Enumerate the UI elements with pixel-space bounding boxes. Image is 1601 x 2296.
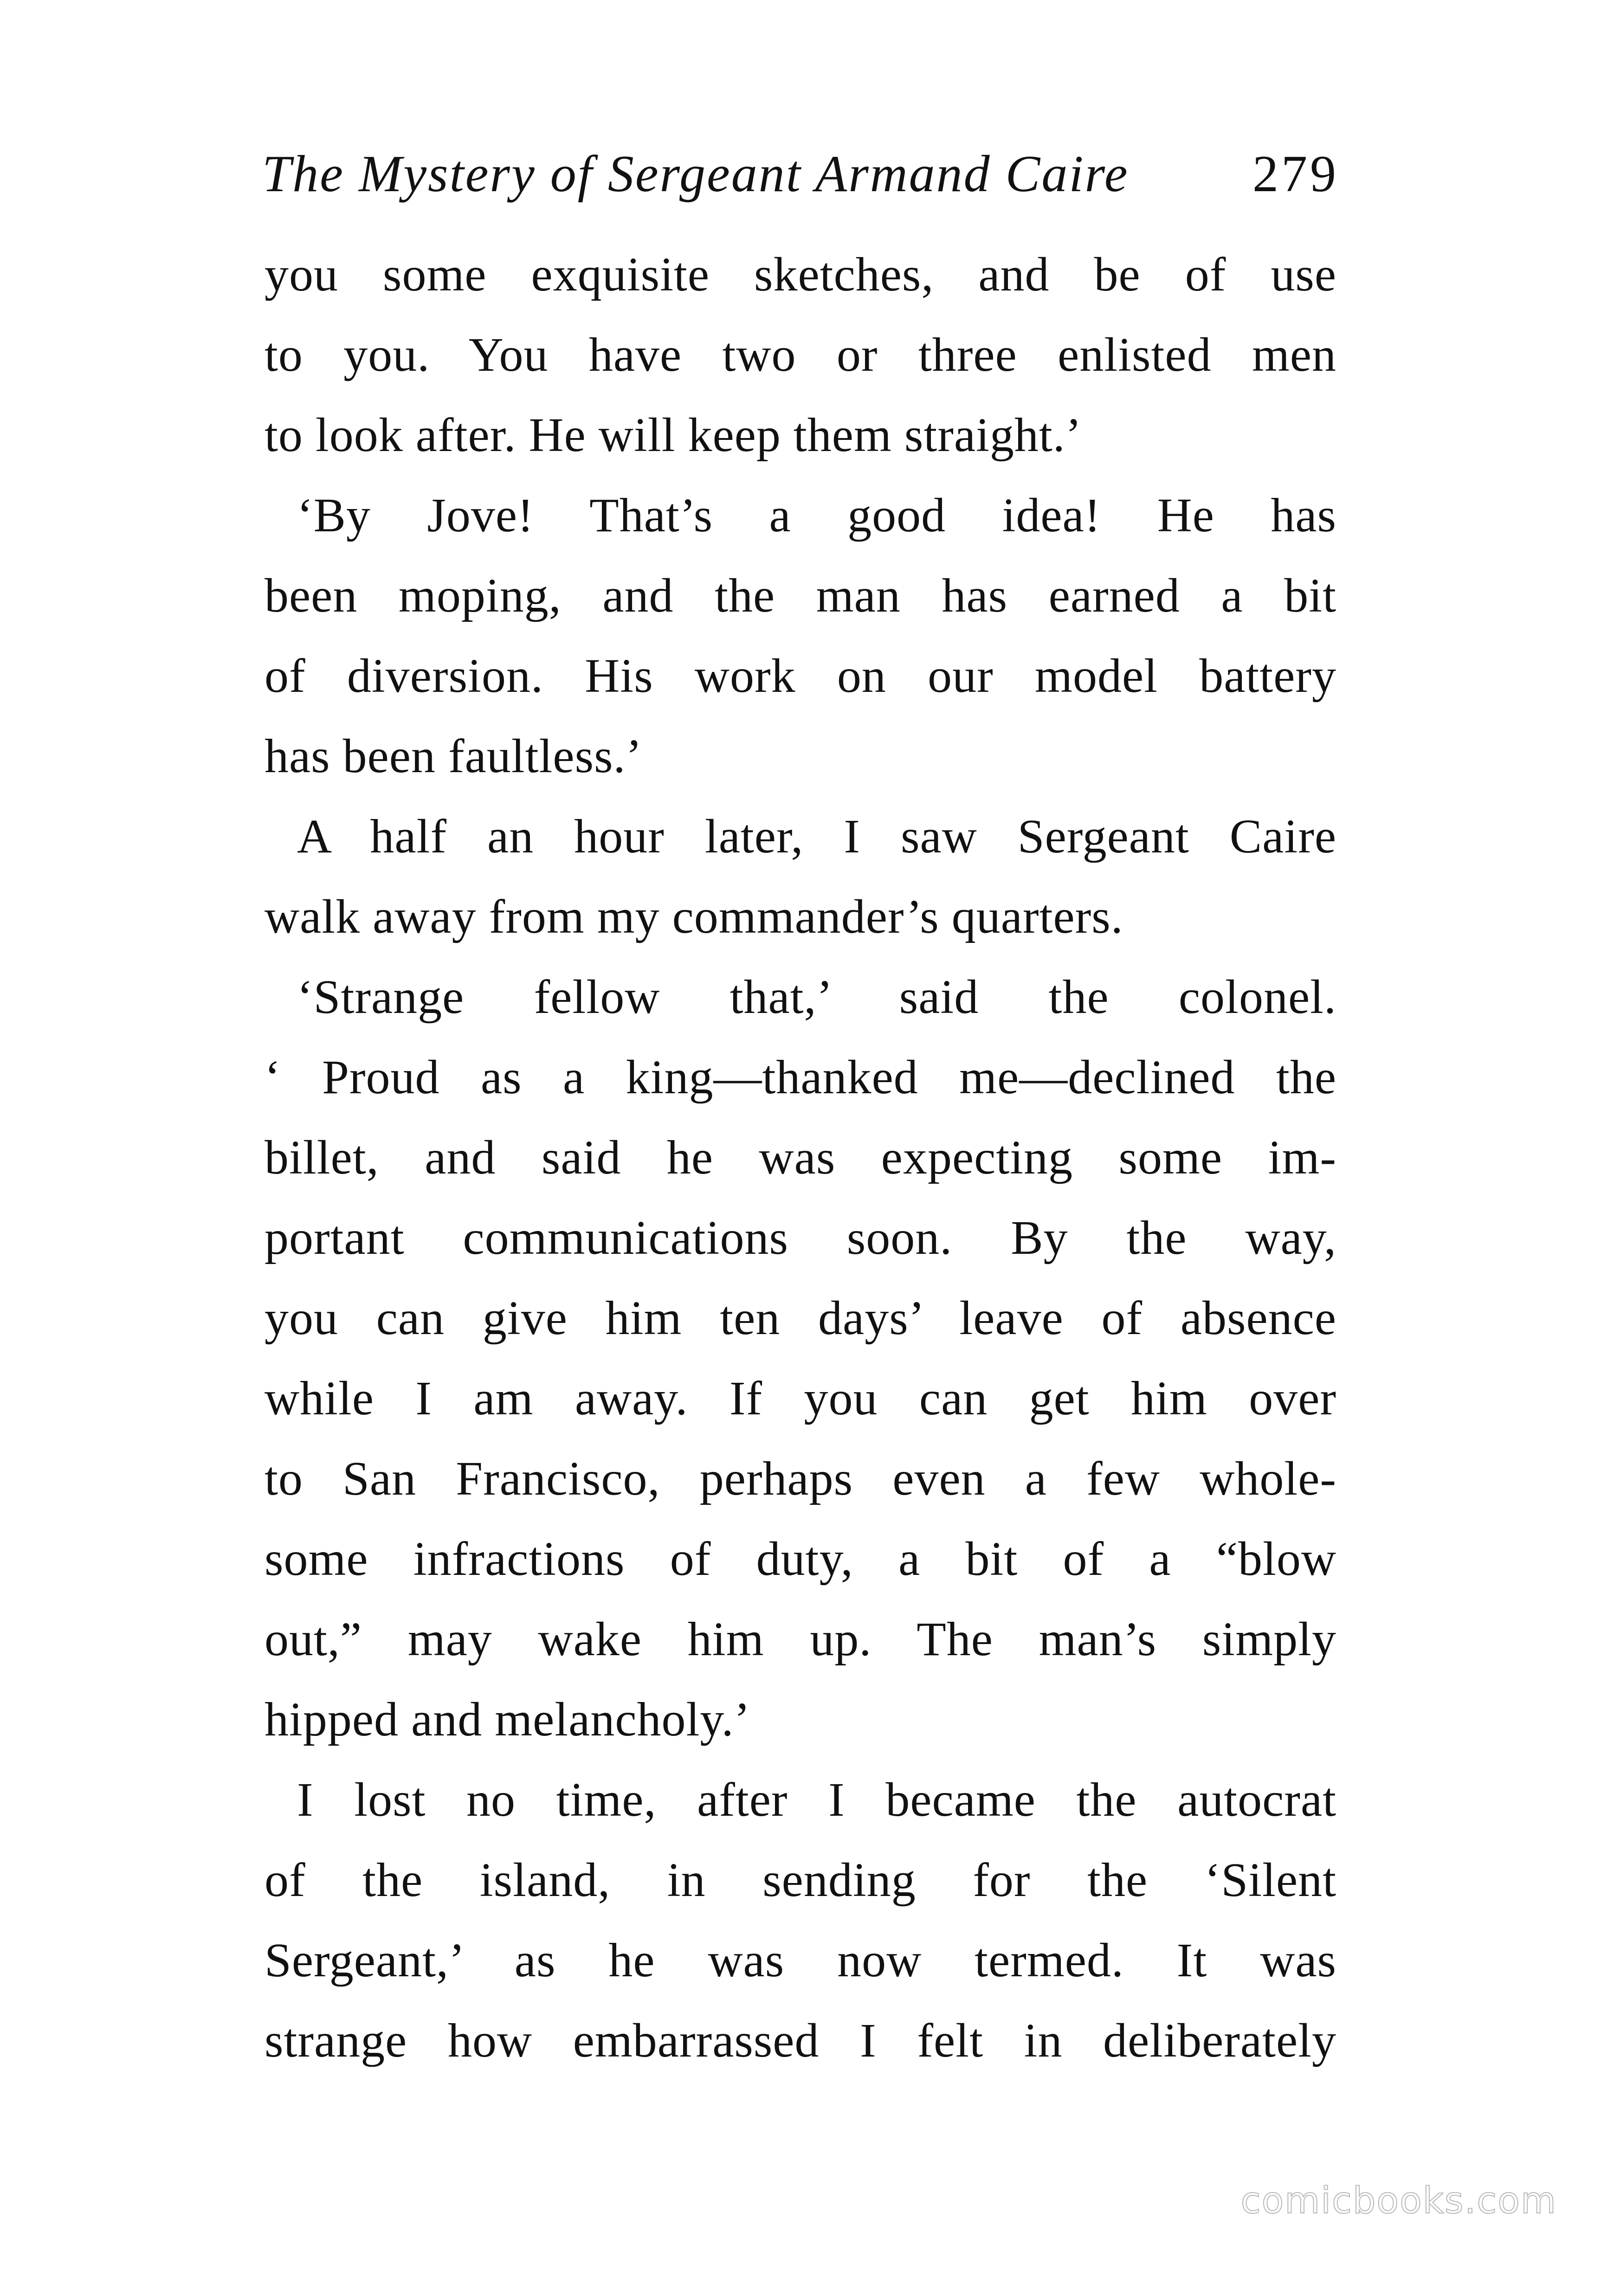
- page-number: 279: [1252, 145, 1339, 203]
- text-line: to look after. He will keep them straight.’: [265, 408, 1082, 462]
- running-title: The Mystery of Sergeant Armand Caire: [262, 145, 1129, 203]
- text-line: been moping, and the man has earned a bit: [265, 569, 1336, 622]
- running-head: [262, 132, 1339, 216]
- text-line: billet, and said he was expecting some im-: [265, 1131, 1336, 1184]
- text-line: you some exquisite sketches, and be of use: [265, 248, 1336, 301]
- text-line: hipped and melancholy.’: [265, 1693, 751, 1746]
- text-line: walk away from my commander’s quarters.: [265, 890, 1123, 943]
- text-line: A half an hour later, I saw Sergeant Caire: [297, 810, 1336, 863]
- text-line: ‘ Proud as a king—thanked me—declined the: [265, 1051, 1336, 1104]
- text-line: strange how embarrassed I felt in deliberately: [265, 2014, 1336, 2067]
- text-line: portant communications soon. By the way,: [265, 1211, 1336, 1264]
- text-line: to you. You have two or three enlisted men: [265, 328, 1336, 381]
- text-line: I lost no time, after I became the autocrat: [297, 1773, 1336, 1826]
- text-line: some infractions of duty, a bit of a “blow: [265, 1532, 1336, 1586]
- watermark: comicbooks.com: [1240, 2180, 1557, 2222]
- text-line: of the island, in sending for the ‘Silent: [265, 1853, 1336, 1907]
- text-line: of diversion. His work on our model battery: [265, 649, 1336, 703]
- text-line: ‘By Jove! That’s a good idea! He has: [297, 489, 1336, 542]
- text-line: out,” may wake him up. The man’s simply: [265, 1612, 1336, 1666]
- body-text: [265, 234, 1336, 2081]
- text-line: to San Francisco, perhaps even a few whole-: [265, 1452, 1336, 1505]
- text-line: ‘Strange fellow that,’ said the colonel.: [297, 970, 1336, 1024]
- text-line: you can give him ten days’ leave of absence: [265, 1291, 1336, 1345]
- text-line: while I am away. If you can get him over: [265, 1372, 1336, 1425]
- text-line: Sergeant,’ as he was now termed. It was: [265, 1934, 1336, 1987]
- text-line: has been faultless.’: [265, 729, 643, 783]
